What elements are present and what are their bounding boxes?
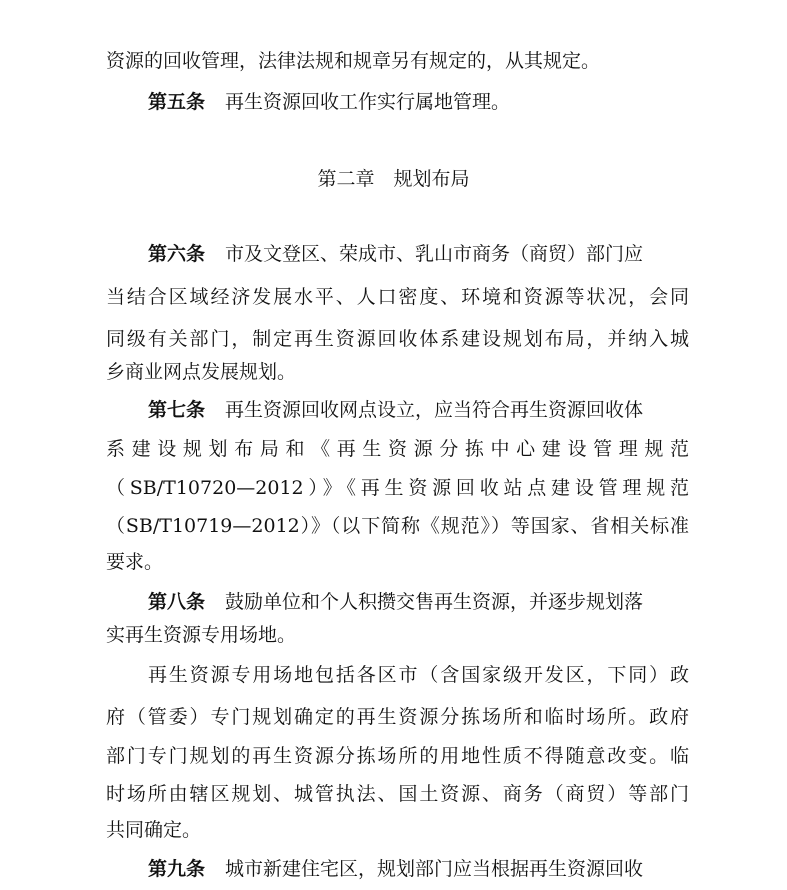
text-line: 系建设规划布局和《再生资源分拣中心建设管理规范	[106, 438, 689, 460]
text-line: 再生资源专用场地包括各区市（含国家级开发区，下同）政	[148, 664, 689, 686]
chapter-heading: 第二章 规划布局	[317, 168, 470, 190]
text-line: 实再生资源专用场地。	[106, 624, 297, 646]
article-5-paragraph	[148, 89, 689, 115]
article-6-heading: 第六条	[148, 243, 206, 265]
text-line: 再生资源回收网点设立，应当符合再生资源回收体	[225, 399, 644, 421]
text-line: 当结合区域经济发展水平、人口密度、环境和资源等状况，会同	[106, 286, 689, 308]
article-7-paragraph	[148, 397, 689, 423]
article-5-heading: 第五条	[148, 91, 206, 113]
text-line: （SB/T10719—2012）》（以下简称《规范》）等国家、省相关标准	[106, 515, 689, 537]
text-line: （SB/T10720—2012）》《再生资源回收站点建设管理规范	[106, 477, 689, 499]
article-7-heading: 第七条	[148, 399, 206, 421]
text-line: 部门专门规划的再生资源分拣场所的用地性质不得随意改变。临	[106, 745, 689, 767]
text-line: 要求。	[106, 551, 164, 573]
article-9-paragraph	[148, 856, 689, 882]
text-line: 鼓励单位和个人积攒交售再生资源，并逐步规划落	[225, 591, 644, 613]
text-line: 市及文登区、荣成市、乳山市商务（商贸）部门应	[225, 243, 644, 265]
article-8-heading: 第八条	[148, 591, 206, 613]
text-line: 同级有关部门，制定再生资源回收体系建设规划布局，并纳入城	[106, 328, 689, 350]
article-6-paragraph	[148, 241, 689, 267]
text-line: 共同确定。	[106, 819, 202, 841]
text-line: 乡商业网点发展规划。	[106, 361, 297, 383]
text-line: 城市新建住宅区，规划部门应当根据再生资源回收	[225, 858, 644, 880]
article-8-paragraph	[148, 589, 689, 615]
text-line: 再生资源回收工作实行属地管理。	[225, 91, 511, 113]
article-9-heading: 第九条	[148, 858, 206, 880]
text-line: 府（管委）专门规划确定的再生资源分拣场所和临时场所。政府	[106, 706, 689, 728]
text-line: 资源的回收管理，法律法规和规章另有规定的，从其规定。	[106, 50, 601, 72]
text-line: 时场所由辖区规划、城管执法、国土资源、商务（商贸）等部门	[106, 783, 689, 805]
